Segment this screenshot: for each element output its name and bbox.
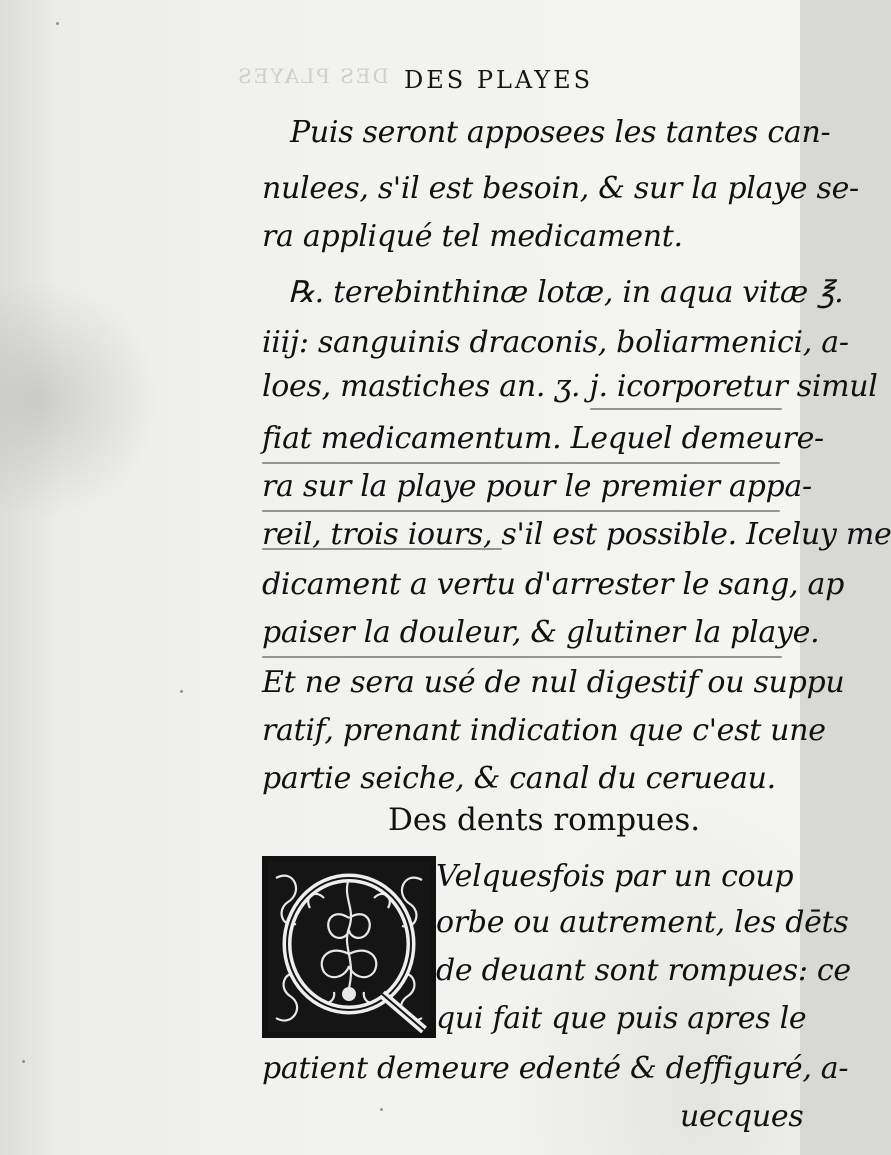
- text-line: ra appliqué tel medicament.: [262, 219, 683, 254]
- text-line: orbe ou autrement, les dēts: [436, 905, 849, 940]
- text-line: ratif, prenant indication que c'est une: [262, 713, 826, 748]
- text-line: dicament a vertu d'arrester le sang, ap: [262, 567, 844, 602]
- drop-cap-q-icon: [264, 858, 434, 1036]
- text-line: Velquesfois par un coup: [436, 859, 794, 894]
- text-line: iiij: sanguinis draconis, boliarmenici, a-: [262, 325, 849, 360]
- text-line: paiser la douleur, & glutiner la playe.: [262, 615, 820, 650]
- text-line: ℞. terebinthinæ lotæ, in aqua vitæ ℥.: [288, 275, 844, 310]
- pencil-underline: [262, 656, 782, 658]
- text-line: partie seiche, & canal du cerueau.: [262, 761, 776, 796]
- drop-cap-ornament: [262, 856, 436, 1038]
- text-line: de deuant sont rompues: ce: [436, 953, 851, 988]
- text-line: Et ne sera usé de nul digestif ou suppu: [262, 665, 845, 700]
- paper-speck: [22, 1060, 25, 1063]
- text-line: Puis seront apposees les tantes can-: [290, 115, 831, 150]
- bleed-through-text: DES PLAYES: [236, 64, 389, 88]
- pencil-underline: [262, 510, 780, 512]
- pencil-underline: [262, 462, 780, 464]
- section-title: Des dents rompues.: [388, 802, 701, 838]
- text-line: patient demeure edenté & deffiguré, a-: [262, 1051, 849, 1086]
- paper-speck: [56, 22, 59, 25]
- text-line: nulees, s'il est besoin, & sur la playe se-: [262, 171, 859, 206]
- text-line: loes, mastiches an. ʒ. j. icorporetur simul: [262, 369, 878, 404]
- text-line: qui fait que puis apres le: [436, 1001, 807, 1036]
- text-line: uecques: [680, 1099, 804, 1134]
- paper-speck: [380, 1108, 383, 1111]
- text-line: reil, trois iours, s'il est possible. Iceluy me: [262, 517, 891, 552]
- paper-speck: [180, 690, 183, 693]
- pencil-underline: [590, 408, 782, 410]
- text-line: ra sur la playe pour le premier appa-: [262, 469, 812, 504]
- running-head: DES PLAYES: [404, 66, 594, 94]
- text-line: fiat medicamentum. Lequel demeure-: [262, 421, 824, 456]
